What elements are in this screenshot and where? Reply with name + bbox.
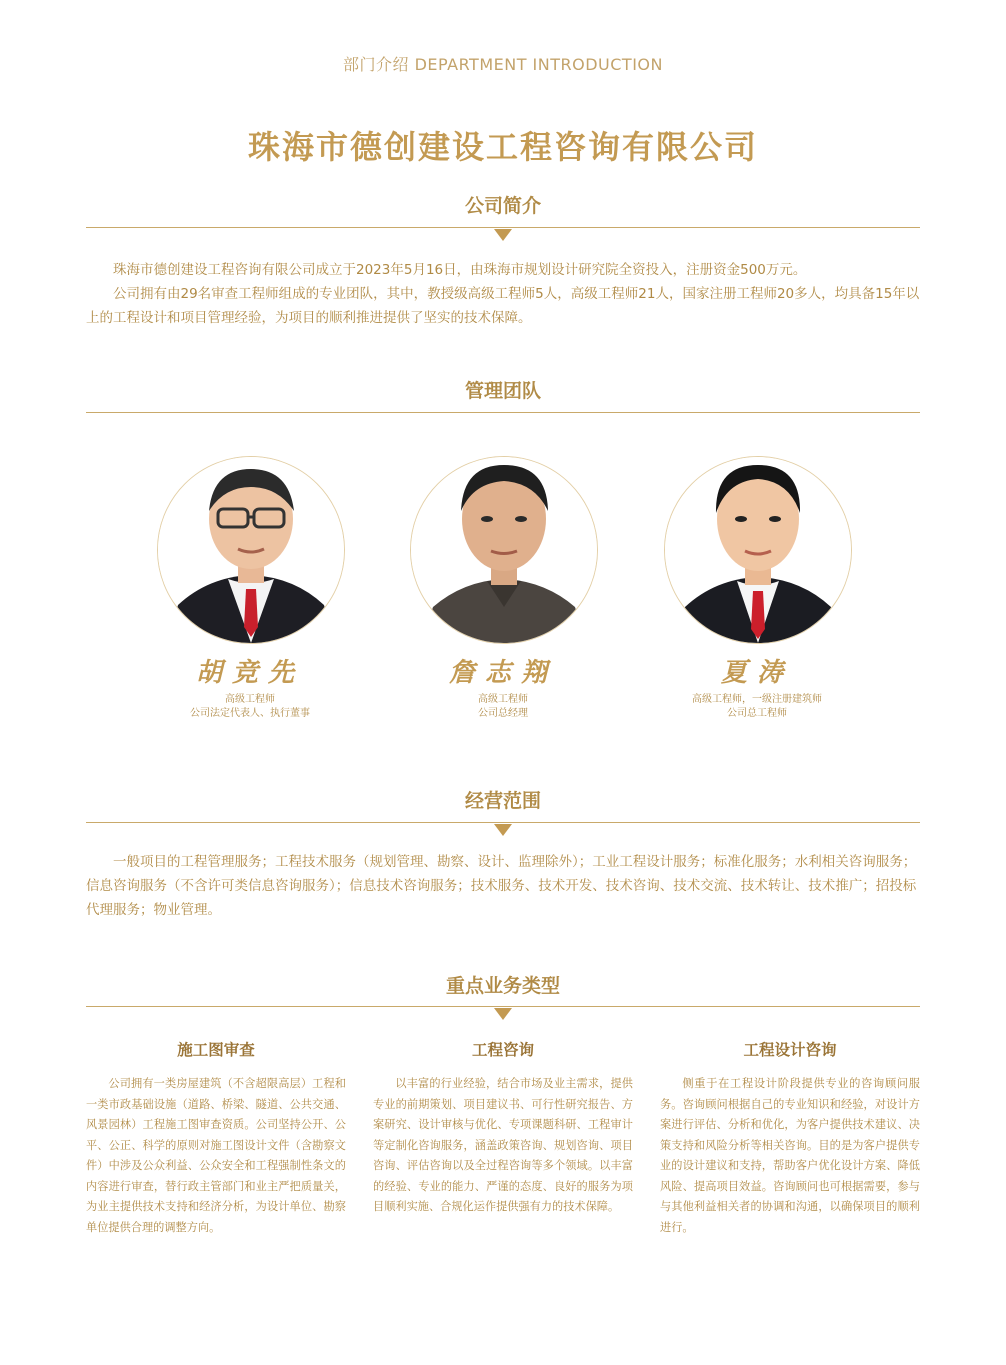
scope-divider-arrow — [494, 824, 512, 836]
company-title: 珠海市德创建设工程咨询有限公司 — [247, 128, 758, 166]
business-column-1-text: 公司拥有一类房屋建筑（不含超限高层）工程和一类市政基础设施（道路、桥梁、隧道、公共交通、风景园林）工程施工图审查资质。公司坚持公开、公平、公正、科学的原则对施工图设计文件（含勘察文件）中涉及公众利益、公众安全和工程强制性条文的内容进行审查，替行政主管部门和业主严把质量关，为业主提供技术支持和经济分析，为设计单位、勘察单位提供合理的调整方向。 — [86, 1077, 346, 1234]
business-section-title: 重点业务类型 — [445, 975, 560, 997]
member-3-position: 公司总工程师 — [727, 708, 787, 719]
business-column-2-title: 工程咨询 — [471, 1041, 534, 1059]
business-column-1-title: 施工图审查 — [177, 1041, 255, 1059]
scope-paragraph: 一般项目的工程管理服务；工程技术服务（规划管理、勘察、设计、监理除外）；工业工程设计服务；标准化服务；水利相关咨询服务；信息咨询服务（不含许可类信息咨询服务）；信息技术咨询服务；技术服务、技术开发、技术咨询、技术交流、技术转让、技术推广；招投标代理服务；物业管理。 — [86, 854, 917, 918]
business-divider-arrow — [494, 1008, 512, 1020]
intro-paragraph-1: 珠海市德创建设工程咨询有限公司成立于2023年5月16日，由珠海市规划设计研究院全资投入，注册资金500万元。 — [113, 262, 807, 278]
member-2-signature: 詹志翔 — [448, 658, 557, 688]
team-section-title: 管理团队 — [464, 380, 541, 402]
member-1-signature: 胡竞先 — [195, 658, 304, 688]
member-3-signature: 夏涛 — [720, 658, 793, 688]
portrait-member-1 — [157, 456, 345, 644]
intro-divider-arrow — [494, 229, 512, 241]
intro-paragraph-2: 公司拥有由29名审查工程师组成的专业团队，其中，教授级高级工程师5人，高级工程师21人，国家注册工程师20多人，均具备15年以上的工程设计和项目管理经验，为项目的顺利推进提供了坚实的技术保障。 — [86, 286, 920, 326]
business-column-3-text: 侧重于在工程设计阶段提供专业的咨询顾问服务。咨询顾问根据自己的专业知识和经验，对设计方案进行评估、分析和优化，为客户提供技术建议、决策支持和风险分析等相关咨询。目的是为客户提供专业的设计建议和支持，帮助客户优化设计方案、降低风险、提高项目效益。咨询顾问也可根据需要，参与与其他利益相关者的协调和沟通，以确保项目的顺利进行。 — [660, 1077, 920, 1234]
team-divider — [86, 412, 920, 413]
member-3-title: 高级工程师，一级注册建筑师 — [692, 694, 822, 705]
business-column-2-text: 以丰富的行业经验，结合市场及业主需求，提供专业的前期策划、项目建议书、可行性研究报告、方案研究、设计审核与优化、专项课题科研、工程审计等定制化咨询服务，涵盖政策咨询、规划咨询、项目咨询、评估咨询以及全过程咨询等多个领域。以丰富的经验、专业的能力、严谨的态度、良好的服务为项目顺利实施、合规化运作提供强有力的技术保障。 — [373, 1077, 633, 1213]
business-divider — [86, 1006, 920, 1007]
business-column-3 — [660, 1038, 920, 1238]
intro-section-title: 公司简介 — [464, 195, 541, 217]
member-2-position: 公司总经理 — [478, 708, 528, 719]
portrait-member-3 — [664, 456, 852, 644]
scope-divider — [86, 822, 920, 823]
business-column-3-title: 工程设计咨询 — [743, 1041, 837, 1059]
scope-section-title: 经营范围 — [464, 790, 541, 812]
business-column-1 — [86, 1038, 346, 1238]
portrait-member-2 — [410, 456, 598, 644]
intro-divider — [86, 227, 920, 228]
member-2-title: 高级工程师 — [478, 694, 528, 705]
member-1-position: 公司法定代表人、执行董事 — [190, 708, 310, 719]
page-kicker: 部门介绍 DEPARTMENT INTRODUCTION — [343, 55, 663, 74]
member-1-title: 高级工程师 — [225, 694, 275, 705]
business-column-2 — [373, 1038, 633, 1218]
